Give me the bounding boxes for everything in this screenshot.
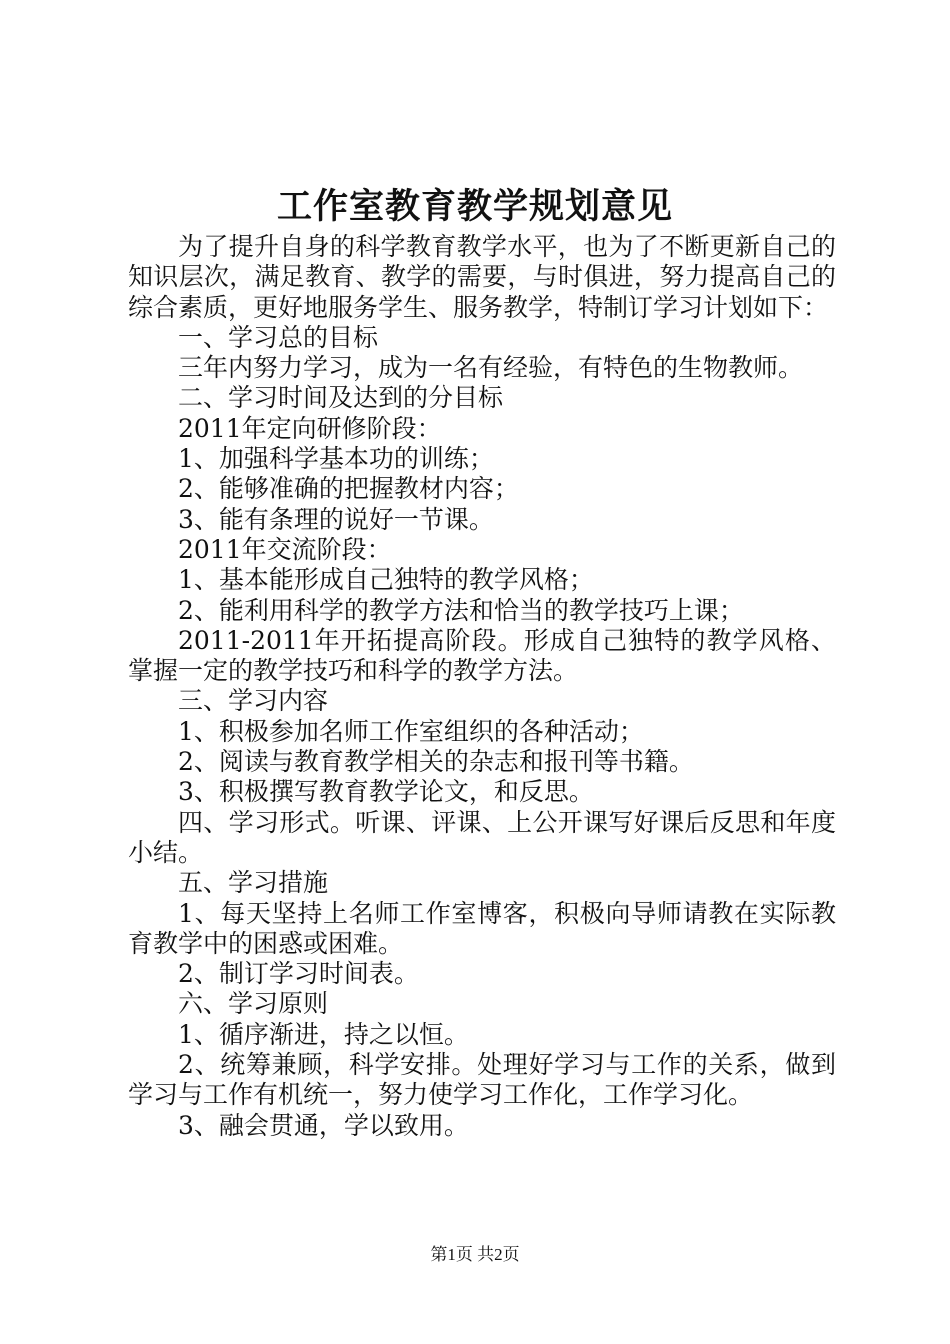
list-item: 1、积极参加名师工作室组织的各种活动； xyxy=(178,716,644,746)
paragraph-form: 四、学习形式。听课、评课、上公开课写好课后反思和年度小结。 xyxy=(128,807,836,867)
list-item: 1、每天坚持上名师工作室博客，积极向导师请教在实际教育教学中的困惑或困难。 xyxy=(128,898,836,958)
list-item: 2、能够准确的把握教材内容； xyxy=(178,474,519,504)
list-item: 1、循序渐进，持之以恒。 xyxy=(178,1019,469,1049)
paragraph-intro: 为了提升自身的科学教育教学水平，也为了不断更新自己的知识层次，满足教育、教学的需要，与时俱进，努力提高自己的综合素质，更好地服务学生、服务教学，特制订学习计划如下： xyxy=(128,232,836,322)
paragraph-stage-2: 2011年交流阶段： xyxy=(178,534,392,564)
list-item: 1、基本能形成自己独特的教学风格； xyxy=(178,565,594,595)
list-item: 3、融会贯通，学以致用。 xyxy=(178,1110,469,1140)
list-item: 1、加强科学基本功的训练； xyxy=(178,444,494,474)
heading-principles: 六、学习原则 xyxy=(178,989,329,1019)
paragraph-stage-3: 2011-2011年开拓提高阶段。形成自己独特的教学风格、掌握一定的教学技巧和科学的教学方法。 xyxy=(128,625,836,686)
heading-time: 二、学习时间及达到的分目标 xyxy=(178,383,504,413)
heading-content: 三、学习内容 xyxy=(178,686,329,716)
heading-measures: 五、学习措施 xyxy=(178,868,329,898)
document-body xyxy=(128,232,836,1141)
list-item: 3、积极撰写教育教学论文，和反思。 xyxy=(178,777,594,807)
document-title: 工作室教育教学规划意见 xyxy=(276,186,673,227)
list-item: 2、统筹兼顾，科学安排。处理好学习与工作的关系，做到学习与工作有机统一，努力使学习工作化，工作学习化。 xyxy=(128,1050,836,1110)
list-item: 2、能利用科学的教学方法和恰当的教学技巧上课； xyxy=(178,595,744,625)
list-item: 2、制订学习时间表。 xyxy=(178,959,419,989)
list-item: 3、能有条理的说好一节课。 xyxy=(178,504,494,534)
paragraph-stage-1: 2011年定向研修阶段： xyxy=(178,413,442,443)
list-item: 2、阅读与教育教学相关的杂志和报刊等书籍。 xyxy=(178,747,694,777)
heading-goal: 一、学习总的目标 xyxy=(178,322,379,352)
page-footer: 第1页 共2页 xyxy=(430,1245,520,1264)
paragraph-goal: 三年内努力学习，成为一名有经验，有特色的生物教师。 xyxy=(178,353,804,383)
